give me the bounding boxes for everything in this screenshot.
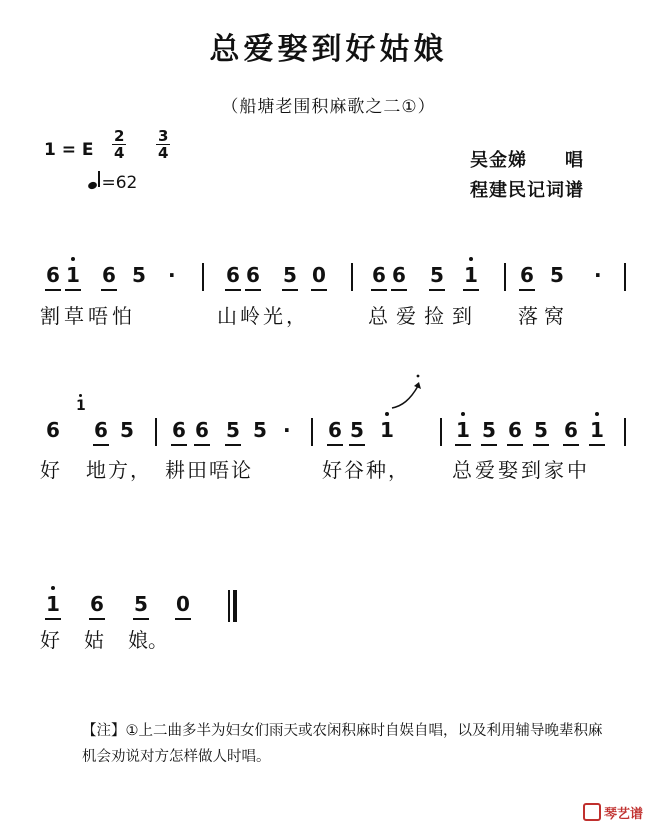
note: 6 [94, 418, 108, 442]
note: 6 [226, 263, 240, 287]
lyric: 总爱娶到家中 [452, 458, 590, 482]
barline [624, 418, 626, 446]
meter-2-4: $\frac{2}{4}$ [114, 127, 125, 162]
lyric: 好 [40, 628, 60, 652]
dot: · [283, 418, 291, 442]
note: 5 [134, 592, 148, 616]
note: 0 [176, 592, 190, 616]
note: 6 [246, 263, 260, 287]
lyric: 落窝 [518, 304, 570, 328]
grace-note: 1 [76, 398, 86, 414]
note: 6 [372, 263, 386, 287]
note: 6 [102, 263, 116, 287]
note: 1 [46, 592, 60, 616]
note: 6 [195, 418, 209, 442]
note: 6 [392, 263, 406, 287]
note: 1 [66, 263, 80, 287]
quarter-note-icon [87, 181, 98, 191]
barline [311, 418, 313, 446]
lyric: 好谷种， [322, 458, 410, 482]
note: 1 [380, 418, 394, 442]
lyric: 总爱捡到 [368, 304, 480, 328]
footnote: 【注】①上二曲多半为妇女们雨天或农闲积麻时自娱自唱，以及利用辅导晚辈积麻机会劝说对方怎样做人时唱。 [82, 723, 603, 765]
note: 1 [590, 418, 604, 442]
barline [504, 263, 506, 291]
note: 6 [90, 592, 104, 616]
note: 5 [350, 418, 364, 442]
barline [202, 263, 204, 291]
logo-icon [583, 803, 601, 821]
note: 1 [456, 418, 470, 442]
lyric: 割草唔怕 [40, 304, 136, 328]
singer-credit: 吴金娣 唱 [470, 150, 584, 171]
key-signature: 1 = E [44, 140, 94, 160]
note: 6 [46, 263, 60, 287]
note: 5 [132, 263, 146, 287]
note: 6 [564, 418, 578, 442]
final-barline-thin [228, 590, 230, 622]
recorder-credit: 程建民记词谱 [470, 180, 584, 201]
note: 6 [328, 418, 342, 442]
song-subtitle: （船塘老围积麻歌之二①） [221, 97, 436, 117]
lyric: 耕田唔论 [165, 458, 253, 482]
note: 5 [430, 263, 444, 287]
barline [440, 418, 442, 446]
note: 6 [172, 418, 186, 442]
note: 6 [46, 418, 60, 442]
tempo-marking: =62 [88, 172, 137, 193]
note: 6 [520, 263, 534, 287]
note: 6 [508, 418, 522, 442]
lyric: 山岭光， [217, 304, 309, 328]
note: 5 [253, 418, 267, 442]
glissando-arrow-icon [388, 372, 428, 412]
note: 5 [550, 263, 564, 287]
barline [351, 263, 353, 291]
lyric: 地方， [86, 458, 152, 482]
lyric: 姑 [84, 628, 104, 652]
dot: · [594, 263, 602, 287]
note: 0 [312, 263, 326, 287]
barline [155, 418, 157, 446]
barline [624, 263, 626, 291]
note: 1 [464, 263, 478, 287]
dot: · [168, 263, 176, 287]
note: 5 [226, 418, 240, 442]
note: 5 [120, 418, 134, 442]
meter-3-4: $\frac{3}{4}$ [158, 127, 169, 162]
song-title: 总爱娶到好姑娘 [209, 32, 448, 67]
note: 5 [534, 418, 548, 442]
watermark-logo: 琴艺谱 [583, 803, 643, 822]
lyric: 娘。 [128, 628, 168, 652]
final-barline-thick [233, 590, 237, 622]
lyric: 好 [40, 458, 60, 482]
note: 5 [283, 263, 297, 287]
note: 5 [482, 418, 496, 442]
